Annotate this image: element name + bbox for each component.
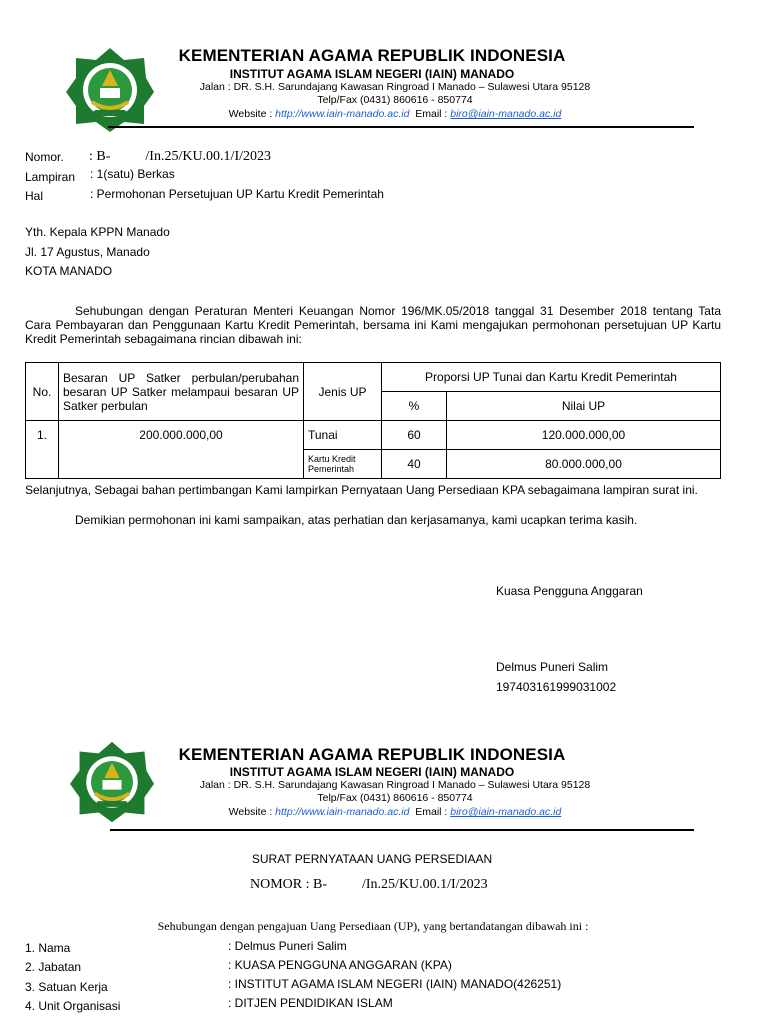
email-label: Email :	[409, 108, 451, 120]
email-link[interactable]: biro@iain-manado.ac.id	[450, 108, 562, 120]
table-row	[26, 421, 721, 450]
phone-line: Telp/Fax (0431) 860616 - 850774	[317, 792, 473, 804]
email-label: Email :	[409, 806, 451, 818]
lampiran-label: Lampiran	[25, 170, 76, 184]
ministry-title: KEMENTERIAN AGAMA REPUBLIK INDONESIA	[178, 46, 566, 65]
field-value-nama: : Delmus Puneri Salim	[228, 939, 347, 953]
closing-paragraph: Demikian permohonan ini kami sampaikan, atas perhatian dan kerjasamanya, kami ucapkan terima kasih.	[75, 513, 638, 527]
row-besaran: 200.000.000,00	[59, 421, 304, 479]
field-label-unit: 4. Unit Organisasi	[25, 999, 121, 1013]
contact-line	[160, 806, 630, 819]
website-label: Website :	[228, 806, 276, 818]
field-label-nama: 1. Nama	[25, 941, 71, 955]
row-nilai-kkp: 80.000.000,00	[447, 450, 721, 479]
header-besaran: Besaran UP Satker perbulan/perubahan besaran UP Satker melampaui besaran UP Satker perbulan	[59, 363, 304, 421]
header-divider	[110, 829, 694, 831]
iain-logo	[64, 46, 156, 134]
address-line: Jalan : DR. S.H. Sarundajang Kawasan Ringroad I Manado – Sulawesi Utara 95128	[199, 779, 591, 791]
statement-title: SURAT PERNYATAAN UANG PERSEDIAAN	[251, 852, 493, 866]
phone-line: Telp/Fax (0431) 860616 - 850774	[317, 94, 473, 106]
website-label: Website :	[228, 108, 276, 120]
nomor-value: : B- /In.25/KU.00.1/I/2023	[89, 149, 271, 164]
contact-line	[160, 108, 630, 121]
hal-value: : Permohonan Persetujuan UP Kartu Kredit Pemerintah	[90, 187, 384, 201]
follow-up-paragraph: Selanjutnya, Sebagai bahan pertimbangan Kami lampirkan Pernyataan Uang Persediaan KPA sebagaimana lampiran surat ini.	[25, 483, 698, 497]
row-jenis-tunai: Tunai	[304, 421, 382, 450]
header-no: No.	[26, 363, 59, 421]
header-percent: %	[382, 392, 447, 421]
address-line: Jalan : DR. S.H. Sarundajang Kawasan Ringroad I Manado – Sulawesi Utara 95128	[199, 81, 591, 93]
recipient-line-3: KOTA MANADO	[25, 264, 113, 278]
lampiran-value: : 1(satu) Berkas	[90, 167, 175, 181]
row-pct-kkp: 40	[382, 450, 447, 479]
row-no: 1.	[26, 421, 59, 479]
row-pct-tunai: 60	[382, 421, 447, 450]
signer-name: Delmus Puneri Salim	[496, 660, 609, 674]
row-nilai-tunai: 120.000.000,00	[447, 421, 721, 450]
field-value-unit: : DITJEN PENDIDIKAN ISLAM	[228, 996, 393, 1010]
website-link[interactable]: http://www.iain-manado.ac.id	[275, 108, 410, 120]
up-table	[25, 362, 721, 479]
header-proporsi: Proporsi UP Tunai dan Kartu Kredit Pemerintah	[382, 363, 721, 392]
recipient-line-1: Yth. Kepala KPPN Manado	[25, 225, 170, 239]
body-paragraph: Sehubungan dengan Peraturan Menteri Keuangan Nomor 196/MK.05/2018 tanggal 31 Desember 2018 tentang Tata Cara Pembayaran dan Penggunaan Kartu Kredit Pemerintah, bersama ini Kami mengajukan permohonan persetujuan UP Kartu Kredit Pemerintah sebagaimana rincian dibawah ini:	[25, 304, 721, 346]
institute-name: INSTITUT AGAMA ISLAM NEGERI (IAIN) MANADO	[229, 67, 515, 81]
header-divider	[108, 126, 694, 128]
email-link[interactable]: biro@iain-manado.ac.id	[450, 806, 562, 818]
nomor-label: Nomor.	[25, 150, 64, 164]
field-label-satker: 3. Satuan Kerja	[25, 980, 108, 994]
statement-intro: Sehubungan dengan pengajuan Uang Persediaan (UP), yang bertandatangan dibawah ini :	[157, 919, 589, 933]
header-nilai: Nilai UP	[447, 392, 721, 421]
institute-name: INSTITUT AGAMA ISLAM NEGERI (IAIN) MANADO	[229, 765, 515, 779]
row-jenis-kkp: Kartu Kredit Pemerintah	[304, 450, 382, 479]
recipient-line-2: Jl. 17 Agustus, Manado	[25, 245, 150, 259]
field-value-jabatan: : KUASA PENGGUNA ANGGARAN (KPA)	[228, 958, 452, 972]
iain-logo	[66, 740, 158, 824]
ministry-title: KEMENTERIAN AGAMA REPUBLIK INDONESIA	[178, 745, 566, 764]
field-value-satker: : INSTITUT AGAMA ISLAM NEGERI (IAIN) MANADO(426251)	[228, 977, 562, 991]
website-link[interactable]: http://www.iain-manado.ac.id	[275, 806, 410, 818]
statement-nomor: NOMOR : B- /In.25/KU.00.1/I/2023	[250, 877, 488, 892]
signer-title: Kuasa Pengguna Anggaran	[496, 584, 643, 598]
hal-label: Hal	[25, 189, 44, 203]
header-jenis: Jenis UP	[304, 363, 382, 421]
field-label-jabatan: 2. Jabatan	[25, 960, 82, 974]
signer-nip: 197403161999031002	[496, 680, 617, 694]
